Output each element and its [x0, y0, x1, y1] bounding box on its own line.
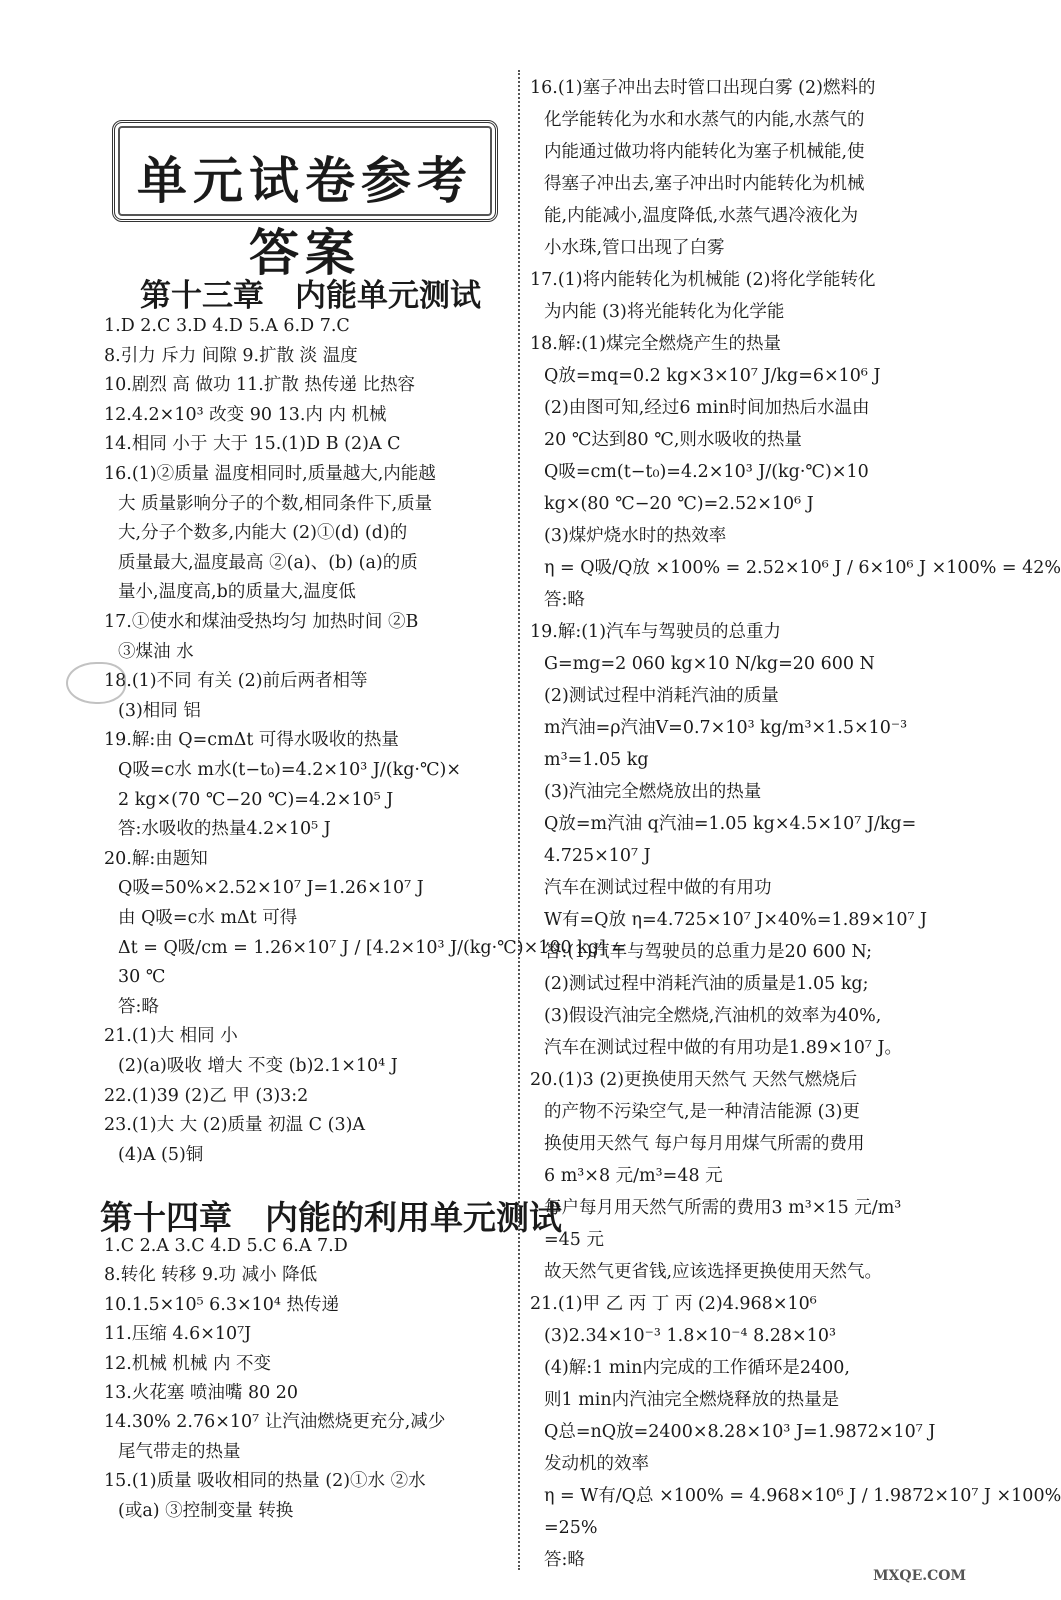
answer-line: 1.D 2.C 3.D 4.D 5.A 6.D 7.C [104, 316, 350, 336]
answer-line: 由 Q吸=c水 mΔt 可得 [118, 908, 298, 928]
answer-line: 14.相同 小于 大于 15.(1)D B (2)A C [104, 434, 401, 455]
answer-line: 化学能转化为水和水蒸气的内能,水蒸气的 [544, 110, 865, 130]
column-divider [518, 70, 520, 1570]
answer-line: 每户每月用天然气所需的费用3 m³×15 元/m³ [544, 1198, 902, 1218]
answer-line: 8.引力 斥力 间隙 9.扩散 淡 温度 [104, 345, 358, 366]
stamp-mark [66, 662, 126, 704]
answer-line: (3)假设汽油完全燃烧,汽油机的效率为40%, [544, 1006, 882, 1026]
answer-line: 18.解:(1)煤完全燃烧产生的热量 [530, 334, 782, 354]
answer-line: 汽车在测试过程中做的有用功是1.89×10⁷ J。 [544, 1038, 902, 1058]
answer-line: η = W有/Q总 ×100% = 4.968×10⁶ J / 1.9872×10⁷ J ×100% [544, 1486, 1061, 1506]
answer-line: 答:略 [544, 1550, 585, 1570]
page-title: 单元试卷参考答案 [137, 151, 473, 282]
answer-line: (2)由图可知,经过6 min时间加热后水温由 [544, 398, 870, 418]
chapter14-title: 第十四章 内能的利用单元测试 [100, 1198, 562, 1237]
answer-line: 13.火花塞 喷油嘴 80 20 [104, 1383, 299, 1403]
answer-line: 11.压缩 4.6×10⁷J [104, 1324, 252, 1345]
answer-line: 小水珠,管口出现了白雾 [544, 238, 725, 258]
answer-line: 的产物不污染空气,是一种清洁能源 (3)更 [544, 1102, 860, 1122]
answer-line: Q吸=c水 m水(t−t₀)=4.2×10³ J/(kg·℃)× [118, 760, 462, 780]
answer-line: m³=1.05 kg [544, 750, 649, 770]
answer-line: 15.(1)质量 吸收相同的热量 (2)①水 ②水 [104, 1471, 426, 1492]
answer-line: (2)(a)吸收 增大 不变 (b)2.1×10⁴ J [118, 1056, 398, 1076]
answer-line: (2)测试过程中消耗汽油的质量 [544, 686, 779, 706]
answer-line: W有=Q放 η=4.725×10⁷ J×40%=1.89×10⁷ J [544, 910, 928, 930]
answer-line: 汽车在测试过程中做的有用功 [544, 878, 772, 898]
answer-line: 得塞子冲出去,塞子冲出时内能转化为机械 [544, 174, 865, 194]
answer-line: η = Q吸/Q放 ×100% = 2.52×10⁶ J / 6×10⁶ J ×100% = 42% [544, 558, 1061, 578]
answer-line: Q放=m汽油 q汽油=1.05 kg×4.5×10⁷ J/kg= [544, 814, 917, 834]
answer-line: 答:略 [118, 996, 159, 1017]
answer-line: 6 m³×8 元/m³=48 元 [544, 1166, 723, 1186]
answer-line: 答:略 [544, 590, 585, 610]
answer-line: 22.(1)39 (2)乙 甲 (3)3:2 [104, 1085, 309, 1106]
answer-line: 大 质量影响分子的个数,相同条件下,质量 [118, 493, 433, 514]
answer-line: 换使用天然气 每户每月用煤气所需的费用 [544, 1134, 865, 1154]
answer-line: 2 kg×(70 ℃−20 ℃)=4.2×10⁵ J [118, 789, 394, 810]
chapter13-title: 第十三章 内能单元测试 [140, 278, 481, 314]
answer-line: =45 元 [544, 1230, 604, 1250]
answer-line: 内能通过做功将内能转化为塞子机械能,使 [544, 142, 865, 162]
answer-line: 4.725×10⁷ J [544, 846, 651, 866]
answer-line: 能,内能减小,温度降低,水蒸气遇冷液化为 [544, 206, 859, 226]
answer-line: =25% [544, 1518, 598, 1538]
answer-line: 18.(1)不同 有关 (2)前后两者相等 [104, 671, 368, 692]
answer-line: 答:水吸收的热量4.2×10⁵ J [118, 819, 331, 840]
answer-line: 尾气带走的热量 [118, 1441, 241, 1462]
answer-line: 30 ℃ [118, 967, 166, 988]
answer-line: kg×(80 ℃−20 ℃)=2.52×10⁶ J [544, 494, 814, 514]
answer-line: 20 ℃达到80 ℃,则水吸收的热量 [544, 430, 802, 450]
answer-line: 大,分子个数多,内能大 (2)①(d) (d)的 [118, 523, 408, 544]
answer-line: 16.(1)塞子冲出去时管口出现白雾 (2)燃料的 [530, 78, 876, 98]
answer-line: 20.(1)3 (2)更换使用天然气 天然气燃烧后 [530, 1070, 858, 1090]
answer-line: Q吸=50%×2.52×10⁷ J=1.26×10⁷ J [118, 878, 424, 899]
answer-line: 则1 min内汽油完全燃烧释放的热量是 [544, 1390, 840, 1410]
answer-line: Q总=nQ放=2400×8.28×10³ J=1.9872×10⁷ J [544, 1422, 936, 1442]
answer-line: 12.机械 机械 内 不变 [104, 1353, 272, 1374]
answer-line: Q放=mq=0.2 kg×3×10⁷ J/kg=6×10⁶ J [544, 366, 881, 386]
title-frame [112, 120, 498, 282]
answer-line: 发动机的效率 [544, 1454, 649, 1474]
watermark: MXQE.COM [873, 1568, 966, 1584]
answer-line: (4)解:1 min内完成的工作循环是2400, [544, 1358, 850, 1378]
answer-line: (2)测试过程中消耗汽油的质量是1.05 kg; [544, 974, 869, 994]
answer-line: 21.(1)甲 乙 丙 丁 丙 (2)4.968×10⁶ [530, 1294, 817, 1314]
answer-line: (3)煤炉烧水时的热效率 [544, 526, 727, 546]
answer-line: (3)汽油完全燃烧放出的热量 [544, 782, 762, 802]
answer-line: 20.解:由题知 [104, 848, 208, 869]
answer-line: Q吸=cm(t−t₀)=4.2×10³ J/(kg·℃)×10 [544, 462, 869, 482]
answer-line: (3)相同 铝 [118, 700, 201, 721]
answer-line: 量小,温度高,b的质量大,温度低 [118, 582, 356, 603]
answer-line: 8.转化 转移 9.功 减小 降低 [104, 1265, 318, 1286]
answer-line: 10.1.5×10⁵ 6.3×10⁴ 热传递 [104, 1294, 340, 1315]
answer-line: ③煤油 水 [118, 641, 194, 662]
answer-line: 12.4.2×10³ 改变 90 13.内 内 机械 [104, 404, 387, 425]
answer-line: 16.(1)②质量 温度相同时,质量越大,内能越 [104, 464, 436, 484]
answer-line: 21.(1)大 相同 小 [104, 1026, 238, 1047]
answer-line: Δt = Q吸/cm = 1.26×10⁷ J / [4.2×10³ J/(kg·℃)×100 kg] = [118, 937, 627, 958]
answer-line: 为内能 (3)将光能转化为化学能 [544, 302, 785, 322]
answer-line: 答:(1)汽车与驾驶员的总重力是20 600 N; [544, 942, 873, 962]
answer-line: (3)2.34×10⁻³ 1.8×10⁻⁴ 8.28×10³ [544, 1326, 836, 1346]
answer-line: m汽油=ρ汽油V=0.7×10³ kg/m³×1.5×10⁻³ [544, 718, 908, 738]
answer-line: (或a) ③控制变量 转换 [118, 1500, 294, 1521]
answer-line: 17.①使水和煤油受热均匀 加热时间 ②B [104, 612, 419, 632]
answer-line: 1.C 2.A 3.C 4.D 5.C 6.A 7.D [104, 1236, 348, 1256]
answer-line: 故天然气更省钱,应该选择更换使用天然气。 [544, 1262, 883, 1282]
answer-line: 10.剧烈 高 做功 11.扩散 热传递 比热容 [104, 375, 415, 396]
answer-line: 19.解:由 Q=cmΔt 可得水吸收的热量 [104, 730, 399, 751]
answer-line: 23.(1)大 大 (2)质量 初温 C (3)A [104, 1115, 366, 1136]
answer-line: 17.(1)将内能转化为机械能 (2)将化学能转化 [530, 270, 876, 290]
answer-line: 14.30% 2.76×10⁷ 让汽油燃烧更充分,减少 [104, 1412, 446, 1433]
answer-line: G=mg=2 060 kg×10 N/kg=20 600 N [544, 654, 875, 674]
answer-line: 质量最大,温度最高 ②(a)、(b) (a)的质 [118, 552, 418, 573]
answer-line: (4)A (5)铜 [118, 1144, 204, 1165]
answer-line: 19.解:(1)汽车与驾驶员的总重力 [530, 622, 782, 642]
